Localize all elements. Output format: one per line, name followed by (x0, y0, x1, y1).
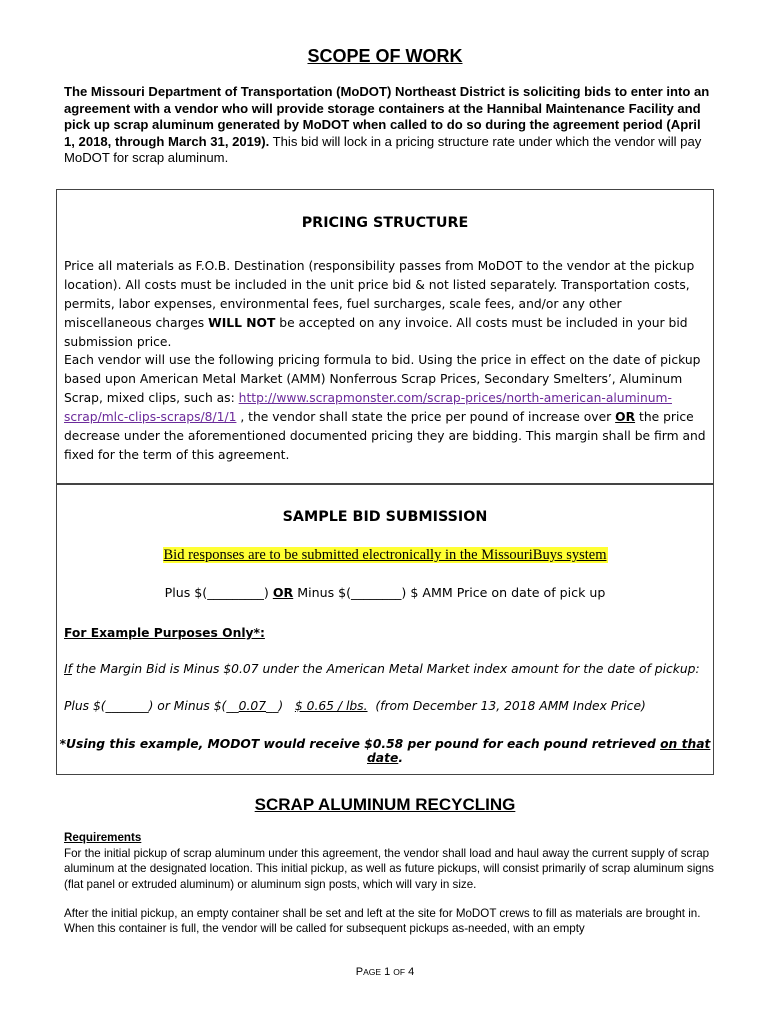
footer-total-pages: 4 (408, 966, 415, 978)
pricing-p1-text-a: Price all materials as F.O.B. Destination (responsibility passes from MoDOT to the vendor at the pickup location). All costs must be included in the unit price bid & not listed separately. Transportation costs, permits, labor expenses, environmental fees, fuel surcharges, scale fees, and/or any other miscellaneous charges (64, 259, 695, 330)
pricing-paragraph-1 (64, 257, 710, 352)
pricing-p2-or: OR (615, 410, 636, 424)
example-result (57, 737, 713, 765)
example-heading: For Example Purposes Only*: (64, 626, 265, 640)
example-value: 0.07 (238, 699, 267, 713)
example-source: (from December 13, 2018 AMM Index Price) (375, 699, 646, 713)
intro-bold-text: The Missouri Department of Transportation (MoDOT) Northeast District is soliciting bids to enter into an agreement with a vendor who will provide storage containers at the Hannibal Maintenance Facility and pick up scrap aluminum generated by MoDOT when called to do so during the agreement period (April 1, 2018, through March 31, 2019). (64, 84, 710, 149)
footer-page-number: 1 (384, 966, 391, 978)
example-plus: Plus $(_______) or Minus $(__ (64, 699, 239, 713)
formula-or: OR (272, 585, 294, 600)
intro-paragraph (64, 84, 714, 167)
bid-formula (57, 585, 713, 600)
pricing-heading: PRICING STRUCTURE (301, 215, 469, 231)
footer-of: OF (393, 967, 406, 977)
requirements-paragraph-2: After the initial pickup, an empty container shall be set and left at the site for MoDOT crews to fill as materials are brought in. When this container is full, the vendor will be called for subsequent pickups as-needed, with an empty (64, 907, 701, 936)
example-after: __) (266, 699, 284, 713)
example-price: $ 0.65 / lbs. (294, 699, 368, 713)
example-calculation (64, 699, 710, 713)
pricing-paragraph-2 (64, 351, 710, 465)
result-underlined: on that date (367, 737, 711, 765)
footer-page-p: P (355, 966, 364, 978)
pricing-p2-text-a: Each vendor will use the following pricing formula to bid. Using the price in effect on the date of pickup based upon American Metal Market (AMM) Nonferrous Scrap Prices, Secondary Smelters’, Aluminum Scrap, mixed clips, such as: (64, 353, 701, 405)
pricing-p2-text-c: the price decrease under the aforementioned documented pricing they are bidding. This margin shall be firm and fixed for the term of this agreement. (64, 410, 706, 462)
example-condition (64, 662, 710, 676)
result-text: *Using this example, MODOT would receive $0.58 per pound for each pound retrieved (59, 737, 656, 751)
bid-notice-text: Bid responses are to be submitted electronically in the MissouriBuys system (163, 547, 607, 563)
recycling-heading: SCRAP ALUMINUM RECYCLING (254, 795, 516, 814)
pricing-p2-text-b: , the vendor shall state the price per pound of increase over (240, 410, 612, 424)
footer-page-rest: AGE (363, 967, 382, 977)
example-condition-text: the Margin Bid is Minus $0.07 under the American Metal Market index amount for the date of pickup: (75, 662, 700, 676)
sample-bid-box (56, 483, 714, 775)
page-title: SCOPE OF WORK (307, 46, 463, 66)
intro-normal-text: This bid will lock in a pricing structure rate under which the vendor will pay MoDOT for scrap aluminum. (64, 133, 702, 165)
pricing-structure-box (56, 189, 714, 485)
scrapmonster-link[interactable]: http://www.scrapmonster.com/scrap-prices/north-american-aluminum-scrap/mlc-clips-scraps/8/1/1 (64, 391, 672, 424)
formula-plus: Plus $(_________) (164, 585, 269, 600)
bid-notice (57, 546, 713, 564)
requirements-paragraph-1: For the initial pickup of scrap aluminum under this agreement, the vendor shall load and haul away the current supply of scrap aluminum at the designated location. This initial pickup, as well as future pickups, will consist primarily of scrap aluminum signs (flat panel or extruded aluminum) or aluminum sign posts, which will vary in size. (64, 847, 714, 891)
formula-minus: Minus $(________) $ AMM Price on date of pick up (297, 585, 606, 600)
pricing-p1-bold: WILL NOT (208, 316, 276, 330)
sample-heading: SAMPLE BID SUBMISSION (282, 509, 488, 525)
requirements-heading: Requirements (64, 831, 142, 844)
pricing-p1-text-b: be accepted on any invoice. All costs must be included in your bid submission price. (64, 316, 688, 349)
example-if-word: If (64, 662, 72, 676)
page-footer (0, 966, 770, 978)
result-end: . (398, 751, 403, 765)
